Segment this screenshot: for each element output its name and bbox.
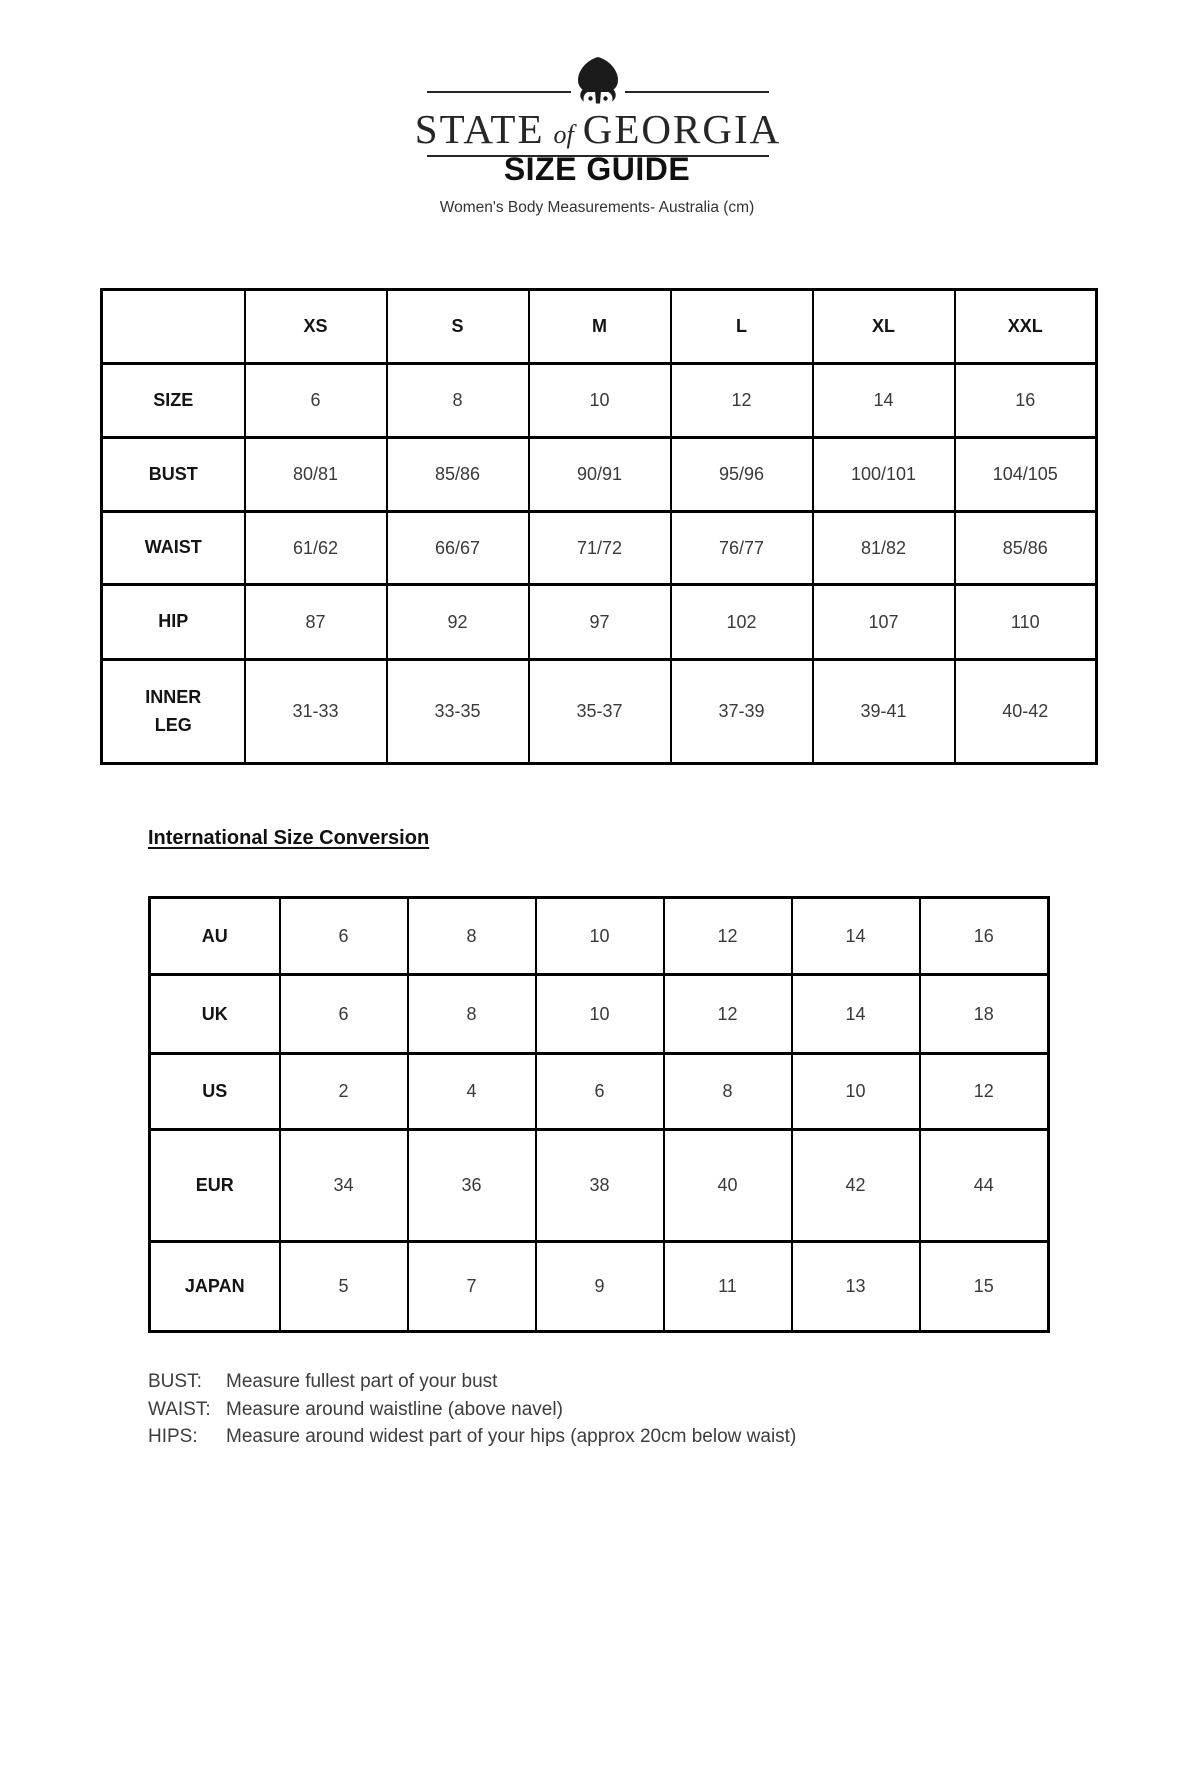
cell-value: 9	[536, 1242, 664, 1332]
cell-value: 37-39	[671, 660, 813, 764]
brand-logo-top	[427, 56, 769, 104]
logo-right-rule	[625, 91, 769, 93]
cell-value: 80/81	[245, 438, 387, 512]
note-hips-text: Measure around widest part of your hips (approx 20cm below waist)	[226, 1426, 797, 1447]
conversion-heading: International Size Conversion	[148, 827, 430, 849]
cell-value: 100/101	[813, 438, 955, 512]
cell-value: 14	[813, 364, 955, 438]
note-bust-label: BUST:	[148, 1371, 202, 1392]
table-row	[102, 512, 1097, 585]
cell-value: 87	[245, 585, 387, 660]
cell-value: 39-41	[813, 660, 955, 764]
cell-value: 6	[245, 364, 387, 438]
cell-value: 10	[536, 898, 664, 975]
logo-left-rule	[427, 91, 571, 93]
cell-value: 18	[920, 975, 1049, 1054]
cell-value: 35-37	[529, 660, 671, 764]
table-row	[102, 585, 1097, 660]
table-row	[150, 975, 1049, 1054]
cell-value: 12	[664, 975, 792, 1054]
table-row	[102, 364, 1097, 438]
row-label: AU	[150, 898, 280, 975]
brand-name	[414, 105, 782, 153]
cell-value: 14	[792, 898, 920, 975]
cell-value: 8	[387, 364, 529, 438]
cell-value: 13	[792, 1242, 920, 1332]
cell-value: 8	[408, 898, 536, 975]
note-waist	[148, 1396, 796, 1424]
cell-value: 44	[920, 1130, 1049, 1242]
cell-value: 95/96	[671, 438, 813, 512]
page-subtitle: Women's Body Measurements- Australia (cm)	[439, 199, 755, 216]
brand-word-of: of	[553, 120, 574, 149]
column-header: XL	[813, 290, 955, 364]
row-label: INNER LEG	[102, 660, 245, 764]
column-header: XXL	[955, 290, 1097, 364]
cell-value: 110	[955, 585, 1097, 660]
note-hips-label: HIPS:	[148, 1426, 198, 1447]
cell-value: 8	[408, 975, 536, 1054]
note-waist-label: WAIST:	[148, 1398, 211, 1420]
row-label: WAIST	[102, 512, 245, 585]
cell-value: 71/72	[529, 512, 671, 585]
cell-value: 33-35	[387, 660, 529, 764]
cell-value: 31-33	[245, 660, 387, 764]
cell-value: 97	[529, 585, 671, 660]
row-label: UK	[150, 975, 280, 1054]
page-title: SIZE GUIDE	[503, 151, 691, 187]
table-row	[102, 660, 1097, 764]
cell-value: 90/91	[529, 438, 671, 512]
cell-value: 42	[792, 1130, 920, 1242]
row-label: EUR	[150, 1130, 280, 1242]
cell-value: 10	[536, 975, 664, 1054]
note-bust	[148, 1368, 796, 1396]
table-row	[150, 1054, 1049, 1130]
row-label: US	[150, 1054, 280, 1130]
cell-value: 14	[792, 975, 920, 1054]
column-header: XS	[245, 290, 387, 364]
cell-value: 4	[408, 1054, 536, 1130]
cell-value: 40-42	[955, 660, 1097, 764]
column-header: M	[529, 290, 671, 364]
cell-value: 16	[920, 898, 1049, 975]
table-row	[150, 1130, 1049, 1242]
column-header: S	[387, 290, 529, 364]
cell-value: 7	[408, 1242, 536, 1332]
cell-value: 12	[664, 898, 792, 975]
cell-value: 6	[536, 1054, 664, 1130]
note-hips	[148, 1423, 796, 1451]
cell-value: 76/77	[671, 512, 813, 585]
note-bust-text: Measure fullest part of your bust	[226, 1371, 498, 1392]
cell-value: 40	[664, 1130, 792, 1242]
size-header-row	[102, 290, 1097, 364]
cell-value: 8	[664, 1054, 792, 1130]
note-waist-text: Measure around waistline (above navel)	[226, 1398, 563, 1420]
column-header: L	[671, 290, 813, 364]
column-header	[102, 290, 245, 364]
tree-icon	[573, 56, 623, 104]
cell-value: 11	[664, 1242, 792, 1332]
row-label: HIP	[102, 585, 245, 660]
cell-value: 104/105	[955, 438, 1097, 512]
cell-value: 10	[792, 1054, 920, 1130]
row-label: BUST	[102, 438, 245, 512]
table-row	[102, 438, 1097, 512]
conversion-table	[148, 896, 1050, 1333]
brand-logo	[414, 56, 782, 157]
cell-value: 85/86	[387, 438, 529, 512]
cell-value: 16	[955, 364, 1097, 438]
cell-value: 61/62	[245, 512, 387, 585]
cell-value: 5	[280, 1242, 408, 1332]
table-row	[150, 1242, 1049, 1332]
cell-value: 102	[671, 585, 813, 660]
table-row	[150, 898, 1049, 975]
cell-value: 66/67	[387, 512, 529, 585]
brand-word-georgia: GEORGIA	[582, 106, 782, 152]
cell-value: 10	[529, 364, 671, 438]
cell-value: 34	[280, 1130, 408, 1242]
cell-value: 38	[536, 1130, 664, 1242]
cell-value: 6	[280, 898, 408, 975]
brand-word-state: STATE	[414, 106, 545, 152]
cell-value: 107	[813, 585, 955, 660]
cell-value: 12	[671, 364, 813, 438]
cell-value: 85/86	[955, 512, 1097, 585]
cell-value: 12	[920, 1054, 1049, 1130]
row-label: JAPAN	[150, 1242, 280, 1332]
cell-value: 2	[280, 1054, 408, 1130]
cell-value: 36	[408, 1130, 536, 1242]
row-label: SIZE	[102, 364, 245, 438]
cell-value: 81/82	[813, 512, 955, 585]
cell-value: 15	[920, 1242, 1049, 1332]
measurement-notes	[148, 1368, 796, 1451]
cell-value: 92	[387, 585, 529, 660]
measurements-table	[100, 288, 1098, 765]
cell-value: 6	[280, 975, 408, 1054]
